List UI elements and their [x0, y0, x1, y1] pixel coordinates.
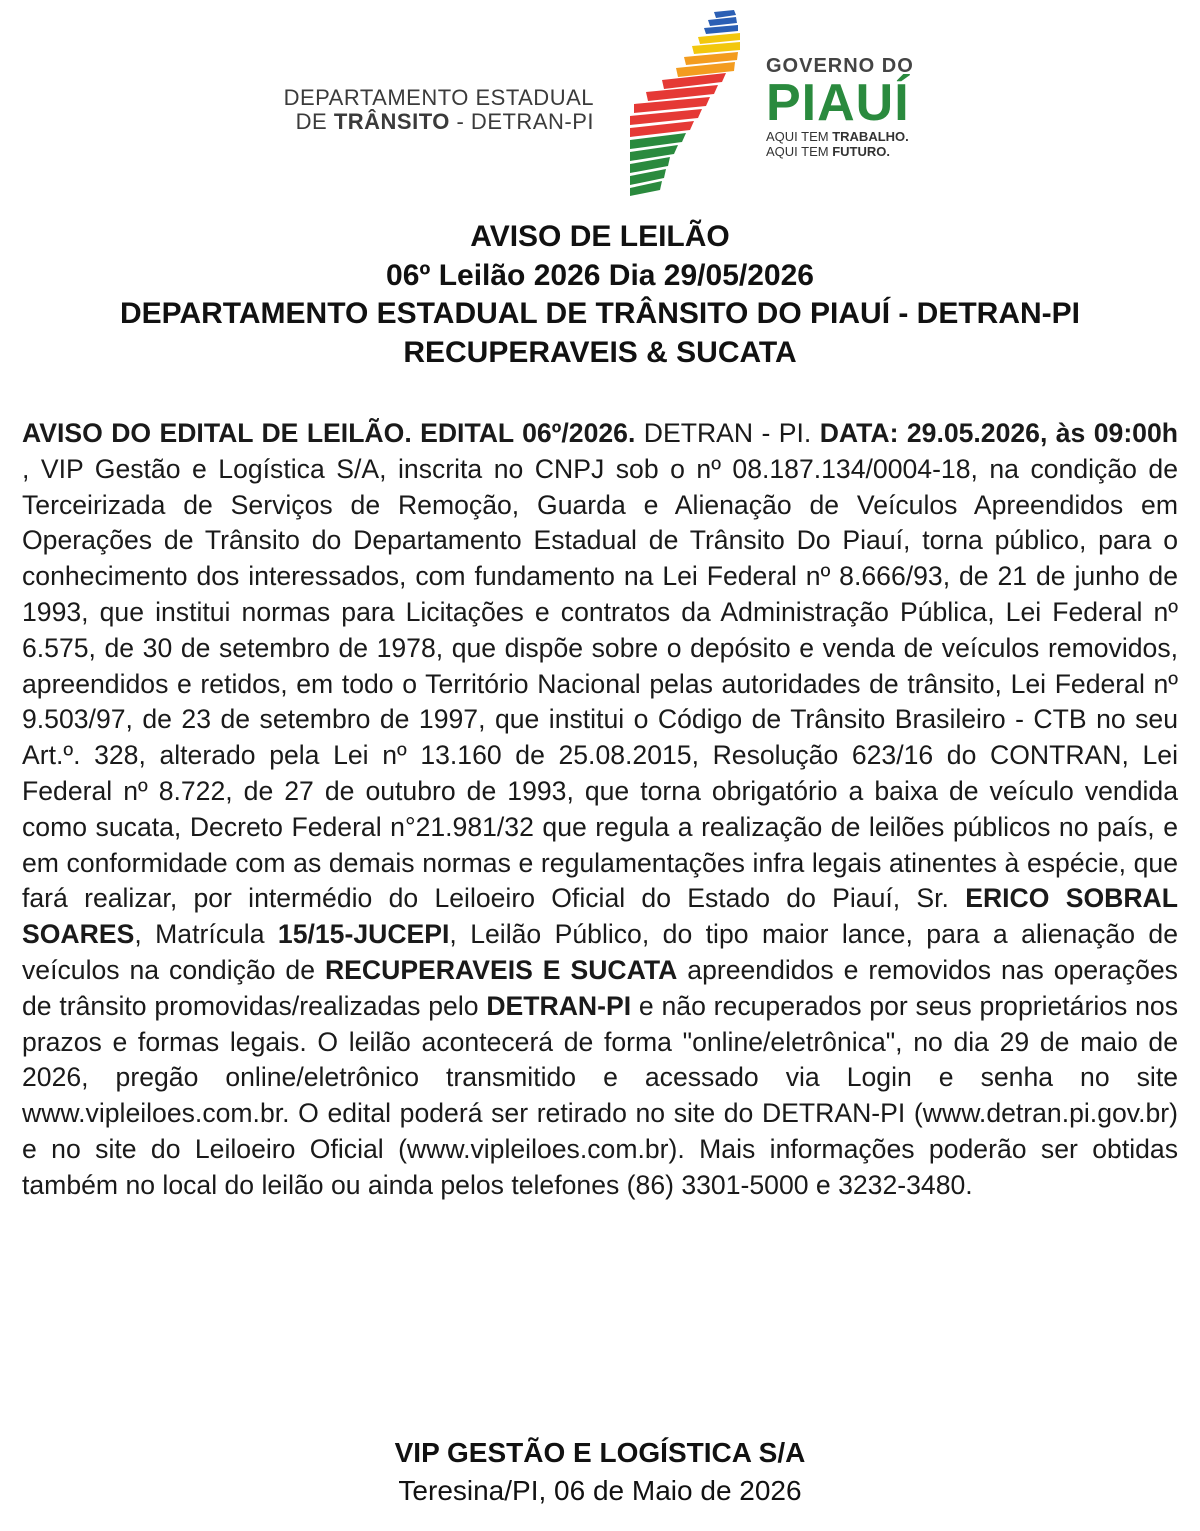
detran-logo-line2-prefix: DE	[295, 109, 334, 134]
gov-logo-wordmark: PIAUÍ	[766, 74, 910, 132]
body-text-segment: DETRAN - PI.	[635, 418, 820, 448]
auctioneer-name: ERICO SOBRAL SOARES	[22, 883, 1178, 950]
detran-logo-line2-bold: TRÂNSITO	[333, 109, 450, 134]
auction-date: DATA: 29.05.2026, às 09:00h	[819, 418, 1179, 448]
organization-name: DETRAN-PI	[486, 990, 632, 1021]
signing-company: VIP GESTÃO E LOGÍSTICA S/A	[394, 1437, 806, 1468]
piaui-state-emblem	[622, 10, 757, 198]
body-text-segment: , Matrícula	[134, 919, 278, 950]
gov-logo-slogan-1-prefix: AQUI TEM	[766, 129, 833, 144]
body-text-segment: , Leilão Público, do tipo maior lance, para a alienação de veículos na condição de	[22, 919, 1179, 985]
body-text-segment: apreendidos e removidos nas operações de trânsito promovidas/realizadas pelo	[22, 954, 1178, 1021]
auctioneer-registration: 15/15-JUCEPI	[277, 919, 450, 950]
gov-logo-slogan-2-prefix: AQUI TEM	[766, 144, 833, 159]
notice-category: RECUPERAVEIS & SUCATA	[403, 335, 797, 369]
edital-heading: AVISO DO EDITAL DE LEILÃO. EDITAL 06º/2026.	[22, 418, 636, 448]
header-logos	[0, 0, 1200, 200]
body-text-segment: , VIP Gestão e Logística S/A, inscrita no CNPJ sob o nº 08.187.134/0004-18, na condição de Terceirizada de Serviços de Remoção, Guarda e Alienação de Veículos Apreendidos em Operações de Trânsito do Departamento Estadual de Trânsito Do Piauí, torna público, para o conhecimento dos interessados, com fundamento na Lei Federal nº 8.666/93, de 21 de junho de 1993, que institui normas para Licitações e contratos da Administração Pública, Lei Federal nº 6.575, de 30 de setembro de 1978, que dispõe sobre o depósito e venda de veículos removidos, apreendidos e retidos, em todo o Território Nacional pelas autoridades de trânsito, Lei Federal nº 9.503/97, de 23 de setembro de 1997, que institui o Código de Trânsito Brasileiro - CTB no seu Art.º. 328, alterado pela Lei nº 13.160 de 25.08.2015, Resolução 623/16 do CONTRAN, Lei Federal nº 8.722, de 27 de outubro de 1993, que torna obrigatório a baixa de veículo vendida como sucata, Decreto Federal n°21.981/32 que regula a realização de leilões públicos no país, e em conformidade com as demais normas e regulamentações infra legais atinentes à espécie, que fará realizar, por intermédio do Leiloeiro Oficial do Estado do Piauí, Sr.	[22, 453, 1178, 914]
notice-title-block	[0, 218, 1200, 372]
detran-logo	[258, 86, 594, 134]
gov-logo-slogan-2	[766, 144, 966, 159]
notice-footer	[0, 1434, 1200, 1510]
governo-piaui-logo	[766, 55, 966, 159]
detran-logo-line1: DEPARTAMENTO ESTADUAL	[283, 85, 594, 110]
gov-logo-slogan-2-bold: FUTURO.	[832, 144, 890, 159]
place-and-date: Teresina/PI, 06 de Maio de 2026	[398, 1475, 802, 1506]
body-text-segment: e não recuperados por seus proprietários nos prazos e formas legais. O leilão acontecerá de forma "online/eletrônica", no dia 29 de maio de 2026, pregão online/eletrônico transmitido e acessado via Login e senha no site www.vipleiloes.com.br. O edital poderá ser retirado no site do DETRAN-PI (www.detran.pi.gov.br) e no site do Leiloeiro Oficial (www.vipleiloes.com.br). Mais informações poderão ser obtidas também no local do leilão ou ainda pelos telefones (86) 3301-5000 e 3232-3480.	[22, 990, 1178, 1200]
notice-title: AVISO DE LEILÃO	[470, 220, 730, 253]
detran-logo-line2	[258, 110, 594, 134]
gov-logo-slogan-1	[766, 129, 966, 144]
detran-logo-line2-suffix: - DETRAN-PI	[449, 109, 594, 134]
notice-subtitle-date: 06º Leilão 2026 Dia 29/05/2026	[386, 258, 814, 292]
notice-body-paragraph	[22, 416, 1178, 1204]
gov-logo-slogan-1-bold: TRABALHO.	[832, 129, 909, 144]
notice-department: DEPARTAMENTO ESTADUAL DE TRÂNSITO DO PIAUÍ - DETRAN-PI	[119, 297, 1081, 330]
vehicle-condition: RECUPERAVEIS E SUCATA	[324, 954, 678, 985]
gov-logo-line1: GOVERNO DO	[766, 55, 914, 77]
